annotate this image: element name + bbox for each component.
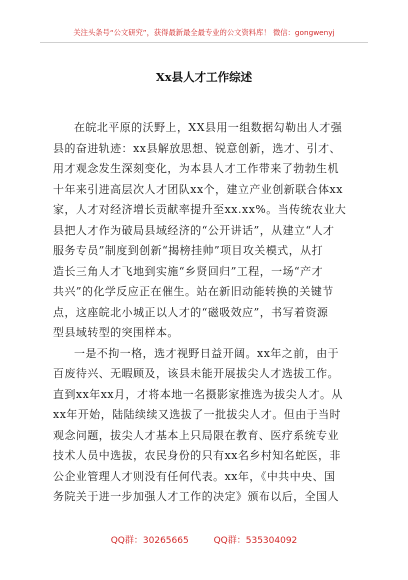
body-line: 县把人才作为破局县域经济的“公开讲话”，从建立“人才 (53, 223, 335, 237)
header-banner: 关注头条号“公文研究”，获得最新最全最专业的公文资料库！ 微信：gongwenyj (73, 28, 335, 37)
footer-qq-group-1: QQ群：30265665 (110, 536, 189, 546)
body-line: 用才观念发生深刻变化，为本县人才工作带来了勃勃生机 (53, 162, 340, 175)
document-body (53, 118, 355, 508)
body-line: 家，人才对经济增长贡献率提升至xx.xx%。当传统农业大 (53, 203, 347, 216)
body-line: 观念问题，拔尖人才基本上只局限在教育、医疗系统专业 (53, 428, 340, 442)
body-line: 百废待兴、无暇顾及，该县未能开展拔尖人才选拔工作。 (53, 367, 340, 380)
body-line: 公企业管理人才则没有任何代表。xx年，《中共中央、国 (53, 469, 336, 483)
body-line: 县的奋进轨迹：xx县解放思想、锐意创新，选才、引才、 (53, 141, 341, 155)
body-line: 服务专员”制度到创新“揭榜挂帅”项目攻关模式，从打 (53, 244, 324, 257)
body-line: 共兴”的化学反应正在催生。站在新旧动能转换的关键节 (53, 285, 334, 298)
body-line: xx年开始，陆陆续续又选拔了一批拔尖人才。但由于当时 (53, 408, 341, 421)
footer-qq-group-2: QQ群：535304092 (213, 536, 298, 546)
body-line: 在皖北平原的沃野上，XX县用一组数据勾勒出人才强 (74, 121, 343, 134)
footer-contact (0, 533, 408, 546)
body-line: 型县域转型的突围样本。 (53, 326, 179, 339)
header-divider (40, 42, 368, 43)
body-line: 直到xx年xx月，才将本地一名摄影家推选为拔尖人才。从 (53, 387, 343, 401)
body-line: 务院关于进一步加强人才工作的决定》颁布以后，全国人 (53, 490, 340, 503)
body-line: 点，这座皖北小城正以人才的“磁吸效应”，书写着资源 (53, 305, 329, 319)
body-line: 技术人员中选拔，农民身份的只有xx名乡村知名蛇医，非 (53, 449, 341, 462)
document-title: Xx县人才工作综述 (155, 70, 253, 84)
body-line: 一是不拘一格，选才视野日益开阔。xx年之前，由于 (74, 346, 340, 360)
body-line: 造长三角人才飞地到实施“乡贤回归”工程，一场“产才 (53, 264, 324, 278)
body-line: 十年来引进高层次人才团队xx个，建立产业创新联合体xx (53, 182, 343, 196)
